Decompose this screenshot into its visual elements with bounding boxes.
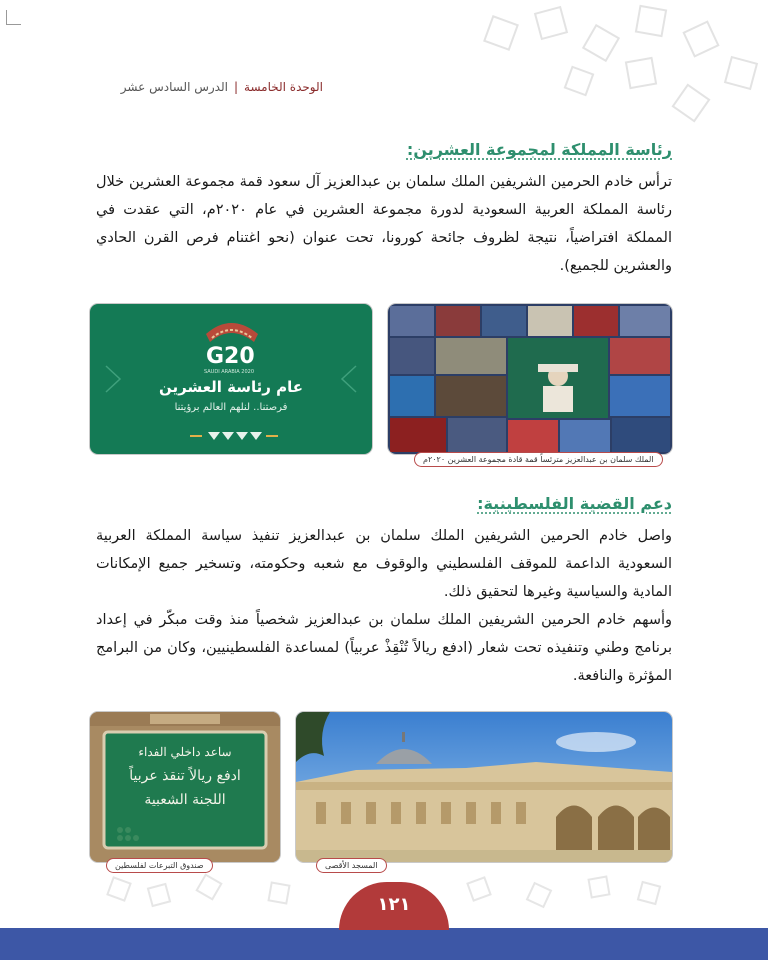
g20-logo-subtitle: SAUDI ARABIA 2020 [204,369,255,375]
header-separator: | [233,80,239,94]
g20-card-title: عام رئاسة العشرين [158,378,304,396]
g20-logo: G20 [206,344,255,369]
paragraph-text: وأسهم خادم الحرمين الشريفين الملك سلمان بن عبدالعزيز شخصياً منذ وقت مبكّر في إعداد برنامج وطني وتنفيذه تحت شعار (ادفع ريالاً تُنْقِذْ عربياً) لمساعدة الفلسطينيين، وكان من البرامج المؤثرة والنافعة. [96,612,672,684]
paragraph-text: واصل خادم الحرمين الشريفين الملك سلمان بن عبدالعزيز تنفيذ سياسة المملكة العربية السعودية الداعمة للموقف الفلسطيني والوقوف مع شعبه وحكومته، وتسخير جميع الإمكانات المادية والسياسية وغيرها لتحقيق ذلك. [96,528,672,600]
summit-caption: الملك سلمان بن عبدالعزيز مترئساً قمة قادة مجموعة العشرين ٢٠٢٠م [414,452,663,467]
sign-line: ساعد داخلي الفداء [138,745,232,759]
crop-mark [6,10,21,25]
aqsa-mosque-illustration [296,712,672,862]
section-paragraph-palestine [96,522,672,690]
lesson-label: الدرس السادس عشر [120,80,228,94]
section-paragraph-g20 [96,168,672,280]
sign-caption: صندوق التبرعات لفلسطين [106,858,213,873]
sign-line: ادفع ريالاً تنقذ عربياً [129,768,241,784]
donation-sign-photo [90,712,280,862]
sign-line: اللجنة الشعبية [144,792,226,808]
g20-card-tagline: فرصتنا.. لنلهم العالم برؤيتنا [174,402,288,413]
aqsa-photo [296,712,672,862]
section-title-palestine: دعم القضية الفلسطينية: [477,494,672,513]
section-title-g20: رئاسة المملكة لمجموعة العشرين: [406,140,672,159]
aqsa-caption: المسجد الأقصى [316,858,387,873]
summit-photo [388,304,672,454]
paragraph-text: ترأس خادم الحرمين الشريفين الملك سلمان بن عبدالعزيز آل سعود قمة مجموعة العشرين خلال رئاسة المملكة العربية السعودية لدورة مجموعة العشرين في عام ٢٠٢٠م، التي عقدت في المملكة افتراضياً، نتيجة لظروف جائحة كورونا، تحت عنوان (نحو اغتنام فرص القرن الحادي والعشرين للجميع). [96,174,672,274]
unit-label: الوحدة الخامسة [244,80,323,94]
summit-video-grid [388,304,672,454]
sign-text [108,740,262,812]
g20-presidency-card [90,304,372,454]
running-header [121,80,323,94]
footer-band [0,928,768,960]
page-number: ١٢١ [339,882,449,930]
decorative-pattern [428,0,768,140]
